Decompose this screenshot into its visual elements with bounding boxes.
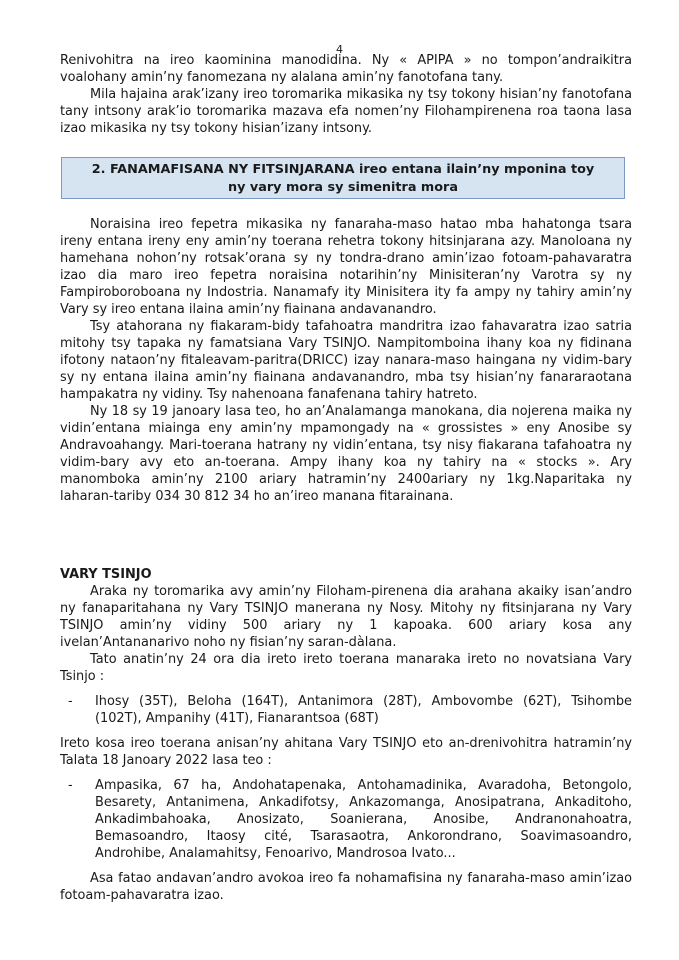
section-heading-box (61, 157, 625, 199)
paragraph: Ny 18 sy 19 janoary lasa teo, ho an’Analamanga manokana, dia nojerena maika ny vidin’entana miainga eny amin’ny mpamongady na « grossistes » eny Anosibe sy Andravoahangy. Mari-toerana hatrany ny vidin’entana, tsy nisy fiakarana tafahoatra ny vidim-bary avy eto an-toerana. Ampy ihany koa ny tahiry na « stocks ». Ary manomboka amin’ny 2100 ariary hatramin’ny 2400ariary ny 1kg.Naparitaka ny laharan-tariby 034 30 812 34 ho an’ireo manana fitarainana. (60, 404, 632, 504)
paragraph: Noraisina ireo fepetra mikasika ny fanaraha-maso hatao mba hahatonga tsara ireny entana ireny eny amin’ny toerana rehetra tokony hitsinjarana azy. Manoloana ny hamehana nohon’ny rotsak’orana sy ny tondra-drano amin’izao fotoam-pahavaratra izao dia maro ireo fepetra noraisina notarihin’ny Minisiteran’ny Varotra sy ny Fampiroboroboana ny Indostria. Nanamafy ity Minisitera ity fa ampy ny tahiry amin’ny Vary sy ireo entana ilaina amin’ny fiainana andavanandro. (60, 217, 632, 317)
list-item (60, 777, 632, 862)
section-heading-line: 2. FANAMAFISANA NY FITSINJARANA ireo entana ilain’ny mponina toy (91, 162, 595, 177)
intro-block (60, 52, 632, 137)
paragraph: Araka ny toromarika avy amin’ny Filoham-pirenena dia arahana akaiky isan’andro ny fanaparitahana ny Vary TSINJO manerana ny Nosy. Mitohy ny fitsinjarana ny Vary TSINJO amin’ny vidiny 500 ariary ny 1 kapoaka. 600 ariary kosa any ivelan’Antananarivo noho ny fisian’ny saran-dàlana. (60, 584, 632, 650)
paragraph: Renivohitra na ireo kaominina manodidina. Ny « APIPA » no tompon’andraikitra voalohany amin’ny fanomezana ny alalana amin’ny fanotofana tany. (60, 53, 632, 85)
list-item (60, 693, 632, 727)
vary-block (60, 583, 632, 904)
list-item-text: Ihosy (35T), Beloha (164T), Antanimora (28T), Ambovombe (62T), Tsihombe (102T), Ampanihy (41T), Fianarantsoa (68T) (95, 694, 632, 726)
paragraph: Tato anatin’ny 24 ora dia ireto ireto toerana manaraka ireto no novatsiana Vary Tsinjo : (60, 652, 632, 684)
paragraph: Mila hajaina arak’izany ireo toromarika mikasika ny tsy tokony hisian’ny fanotofana tany intsony arak’io toromarika mazava efa nomen’ny Filohampirenena roa taona lasa izao mikasika ny tsy tokony hisian’izany intsony. (60, 87, 632, 136)
list-item-text: Ampasika, 67 ha, Andohatapenaka, Antohamadinika, Avaradoha, Betongolo, Besarety, Antanimena, Ankadifotsy, Ankazomanga, Anosipatrana, Ankaditoho, Ankadimbahoaka, Anosizato, Soanierana, Anosibe, Andranonahoatra, Bemasoandro, Itaosy cité, Tsarasaotra, Ankorondrano, Soavimasoandro, Androhibe, Analamahitsy, Fenoarivo, Mandrosoa Ivato... (95, 778, 632, 861)
subsection-title: VARY TSINJO (60, 567, 152, 582)
list-dash: - (68, 778, 73, 793)
paragraph: Tsy atahorana ny fiakaram-bidy tafahoatra mandritra izao fahavaratra izao satria mitohy tsy tapaka ny famatsiana Vary TSINJO. Nampitomboina ihany koa ny fidinana ifotony nataon’ny fitaleavam-paritra(DRICC) izay nanara-maso haingana ny vidim-bary sy ny entana ilaina amin’ny fiainana andavanandro, mba tsy hisian’ny fanararaotana hampakatra ny vidiny. Tsy nahenoana fanafenana tahiry hatreto. (60, 319, 632, 402)
section-heading-line: ny vary mora sy simenitra mora (227, 180, 459, 195)
paragraph: Ireto kosa ireo toerana anisan’ny ahitana Vary TSINJO eto an-drenivohitra hatramin’ny Talata 18 Janoary 2022 lasa teo : (60, 736, 632, 768)
list-dash: - (68, 694, 73, 709)
page-number: 4 (336, 43, 343, 56)
section2-block (60, 216, 632, 505)
paragraph: Asa fatao andavan’andro avokoa ireo fa nohamafisina ny fanaraha-maso amin’izao fotoam-pahavaratra izao. (60, 871, 632, 903)
